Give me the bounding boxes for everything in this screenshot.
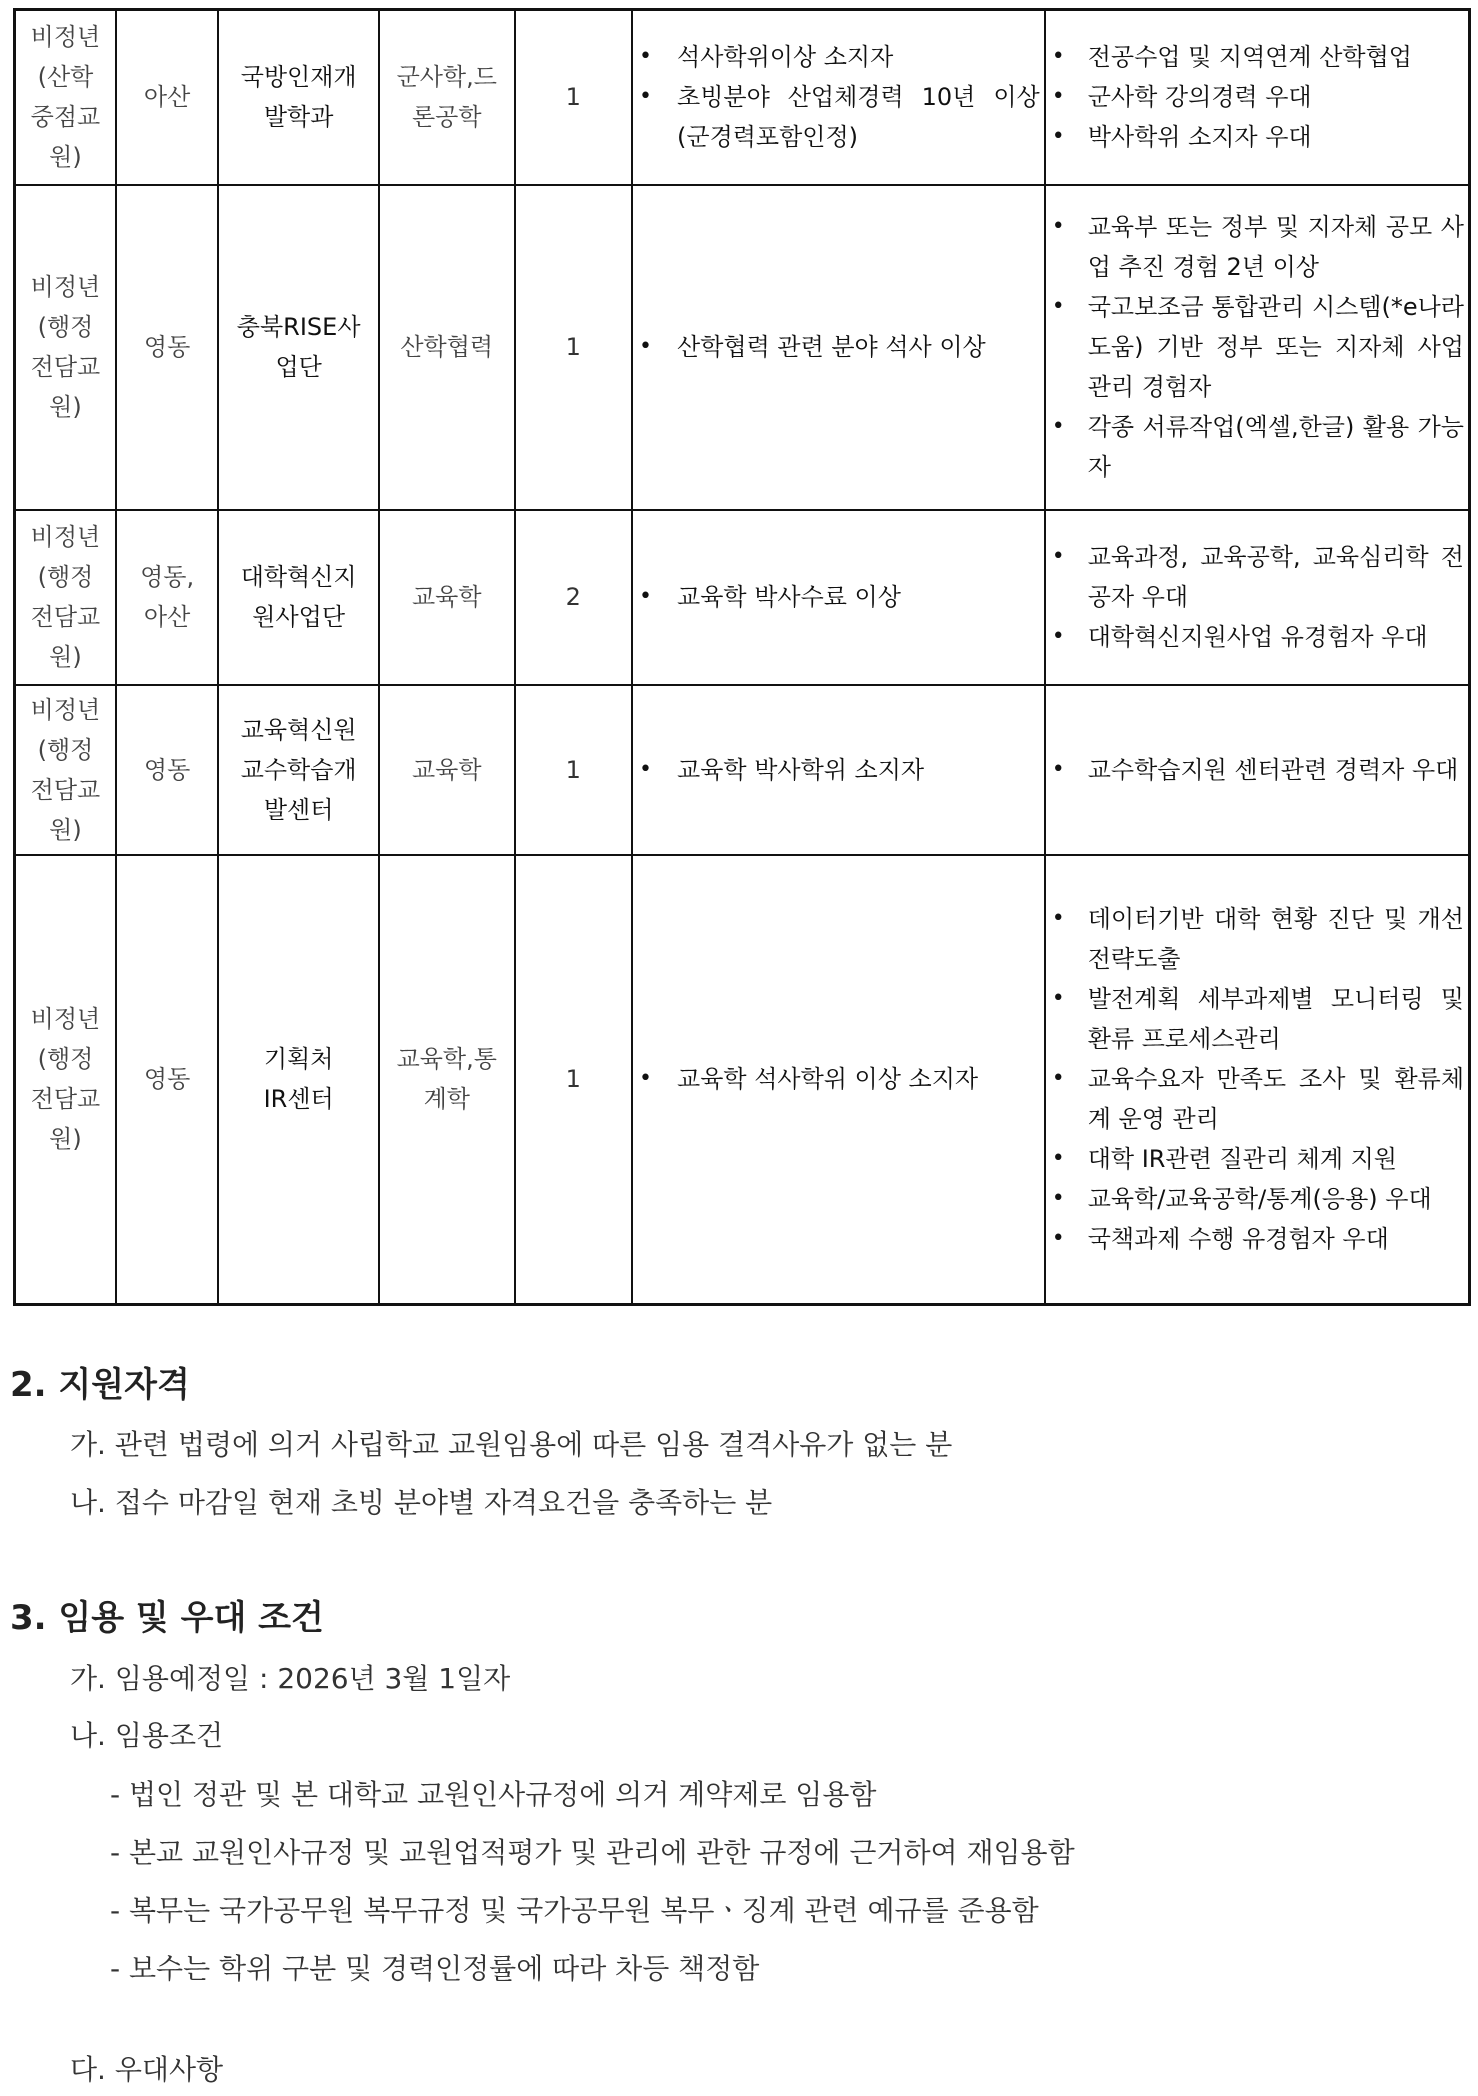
preference-item: • 대학 IR관련 질관리 체계 지원 (1050, 1139, 1464, 1179)
organization-text: 충북RISE사 (236, 313, 361, 341)
preference-list (1050, 899, 1464, 1259)
table-row (15, 685, 1470, 855)
recruitment-table (13, 8, 1471, 1306)
qualifications-cell (632, 10, 1045, 185)
preference-item: • 교수학습지원 센터관련 경력자 우대 (1050, 750, 1464, 790)
qualifications-cell (632, 685, 1045, 855)
qualifications-cell (632, 855, 1045, 1305)
preference-item: • 국고보조금 통합관리 시스템(*e나라도움) 기반 정부 또는 지자체 사업 관리 경험자 (1050, 287, 1464, 407)
field-text: 론공학 (411, 103, 482, 132)
position-type-cell (15, 10, 116, 185)
section-2-item-na: 나. 접수 마감일 현재 초빙 분야별 자격요건을 충족하는 분 (70, 1486, 773, 1519)
preference-item: • 교육수요자 만족도 조사 및 환류체계 운영 관리 (1050, 1059, 1464, 1139)
field-text: 계학 (423, 1085, 470, 1114)
preference-list (1050, 750, 1464, 790)
organization-text: IR센터 (263, 1085, 334, 1114)
position-type-cell (15, 510, 116, 685)
position-type-text: 원) (49, 643, 82, 671)
qualification-item: • 초빙분야 산업체경력 10년 이상(군경력포함인정) (637, 77, 1040, 157)
preference-item: • 각종 서류작업(엑셀,한글) 활용 가능자 (1050, 407, 1464, 487)
preferences-cell (1045, 185, 1470, 510)
qualification-item: • 교육학 석사학위 이상 소지자 (637, 1059, 1040, 1099)
position-type-text: 전담교 (30, 775, 101, 804)
location-cell (116, 10, 218, 185)
section-3-item-na: 나. 임용조건 (70, 1719, 224, 1752)
preferences-cell (1045, 685, 1470, 855)
section-2-title: 2. 지원자격 (10, 1365, 190, 1405)
organization-text: 교육혁신원 (240, 715, 357, 744)
location-text: 영동 (143, 755, 191, 784)
preference-item: • 교육과정, 교육공학, 교육심리학 전공자 우대 (1050, 537, 1464, 617)
position-type-text: 원) (49, 393, 82, 421)
preference-item: • 대학혁신지원사업 유경험자 우대 (1050, 617, 1464, 657)
preference-item: • 발전계획 세부과제별 모니터링 및 환류 프로세스관리 (1050, 979, 1464, 1059)
field-cell (379, 185, 515, 510)
position-type-text: 원) (49, 143, 82, 172)
preferences-cell (1045, 510, 1470, 685)
position-type-text: 비정년 (30, 1005, 101, 1034)
position-type-text: 중점교 (30, 103, 101, 132)
headcount-cell (515, 185, 632, 510)
position-type-text: (행정 (37, 735, 94, 764)
organization-cell (218, 685, 379, 855)
location-cell (116, 855, 218, 1305)
headcount-text: 1 (565, 755, 581, 784)
organization-text: 교수학습개 (240, 755, 357, 784)
position-type-text: (행정 (37, 313, 94, 341)
headcount-cell (515, 510, 632, 685)
headcount-text: 1 (565, 333, 581, 361)
preference-item: • 군사학 강의경력 우대 (1050, 77, 1464, 117)
condition-line: - 복무는 국가공무원 복무규정 및 국가공무원 복무ㆍ징계 관련 예규를 준용함 (110, 1894, 1039, 1927)
qualification-item: • 교육학 박사수료 이상 (637, 577, 1040, 617)
position-type-text: 원) (49, 1125, 82, 1154)
location-cell (116, 685, 218, 855)
qualification-list (637, 1059, 1040, 1099)
position-type-cell (15, 185, 116, 510)
preference-item: • 전공수업 및 지역연계 산학협업 (1050, 37, 1464, 77)
preferences-cell (1045, 855, 1470, 1305)
preference-list (1050, 537, 1464, 657)
table-row (15, 855, 1470, 1305)
organization-text: 원사업단 (252, 603, 346, 631)
field-cell (379, 685, 515, 855)
qualification-list (637, 750, 1040, 790)
position-type-text: (행정 (37, 563, 94, 591)
position-type-text: 비정년 (30, 23, 101, 52)
field-cell (379, 510, 515, 685)
organization-text: 대학혁신지 (240, 563, 357, 591)
preference-item: • 데이터기반 대학 현황 진단 및 개선 전략도출 (1050, 899, 1464, 979)
preferences-cell (1045, 10, 1470, 185)
table-row (15, 510, 1470, 685)
preference-list (1050, 207, 1464, 487)
qualification-list (637, 327, 1040, 367)
headcount-cell (515, 10, 632, 185)
section-3-title: 3. 임용 및 우대 조건 (10, 1598, 324, 1638)
section-3-item-ga: 가. 임용예정일 : 2026년 3월 1일자 (70, 1662, 511, 1695)
location-text: 영동 (143, 333, 191, 361)
qualification-item: • 석사학위이상 소지자 (637, 37, 1040, 77)
qualification-list (637, 37, 1040, 157)
section-3-item-da: 다. 우대사항 (70, 2053, 224, 2086)
headcount-text: 2 (565, 583, 581, 611)
table-row (15, 185, 1470, 510)
field-text: 교육학 (411, 583, 482, 611)
preference-item: • 국책과제 수행 유경험자 우대 (1050, 1219, 1464, 1259)
qualification-item: • 교육학 박사학위 소지자 (637, 750, 1040, 790)
location-text: 아산 (143, 83, 191, 112)
section-2-item-ga: 가. 관련 법령에 의거 사립학교 교원임용에 따른 임용 결격사유가 없는 분 (70, 1428, 953, 1461)
condition-line: - 본교 교원인사규정 및 교원업적평가 및 관리에 관한 규정에 근거하여 재임용함 (110, 1836, 1075, 1869)
headcount-text: 1 (565, 83, 581, 112)
location-text: 아산 (143, 603, 191, 631)
organization-text: 발학과 (263, 103, 334, 132)
qualifications-cell (632, 185, 1045, 510)
position-type-cell (15, 855, 116, 1305)
qualification-item: • 산학협력 관련 분야 석사 이상 (637, 327, 1040, 367)
preference-item: • 교육학/교육공학/통계(응용) 우대 (1050, 1179, 1464, 1219)
qualifications-cell (632, 510, 1045, 685)
preference-item: • 교육부 또는 정부 및 지자체 공모 사업 추진 경험 2년 이상 (1050, 207, 1464, 287)
headcount-cell (515, 855, 632, 1305)
position-type-text: (산학 (37, 63, 94, 92)
position-type-text: 전담교 (30, 603, 101, 631)
organization-cell (218, 10, 379, 185)
field-text: 군사학,드 (396, 63, 497, 92)
position-type-text: 전담교 (30, 1085, 101, 1114)
condition-line: - 법인 정관 및 본 대학교 교원인사규정에 의거 계약제로 임용함 (110, 1778, 877, 1811)
location-cell (116, 185, 218, 510)
headcount-text: 1 (565, 1065, 581, 1094)
organization-text: 업단 (275, 353, 322, 381)
preference-list (1050, 37, 1464, 157)
field-cell (379, 10, 515, 185)
organization-text: 발센터 (263, 795, 334, 824)
position-type-text: (행정 (37, 1045, 94, 1074)
organization-cell (218, 185, 379, 510)
organization-text: 기획처 (263, 1045, 334, 1074)
field-text: 산학협력 (400, 333, 494, 361)
position-type-text: 전담교 (30, 353, 101, 381)
table-row (15, 10, 1470, 185)
preference-item: • 박사학위 소지자 우대 (1050, 117, 1464, 157)
headcount-cell (515, 685, 632, 855)
location-text: 영동, (140, 563, 195, 591)
organization-cell (218, 855, 379, 1305)
position-type-cell (15, 685, 116, 855)
condition-line: - 보수는 학위 구분 및 경력인정률에 따라 차등 책정함 (110, 1952, 760, 1985)
organization-cell (218, 510, 379, 685)
field-cell (379, 855, 515, 1305)
field-text: 교육학,통 (396, 1045, 497, 1074)
position-type-text: 원) (49, 815, 82, 844)
field-text: 교육학 (411, 755, 482, 784)
position-type-text: 비정년 (30, 523, 101, 551)
organization-text: 국방인재개 (240, 63, 357, 92)
location-cell (116, 510, 218, 685)
position-type-text: 비정년 (30, 273, 101, 301)
location-text: 영동 (143, 1065, 191, 1094)
position-type-text: 비정년 (30, 695, 101, 724)
qualification-list (637, 577, 1040, 617)
